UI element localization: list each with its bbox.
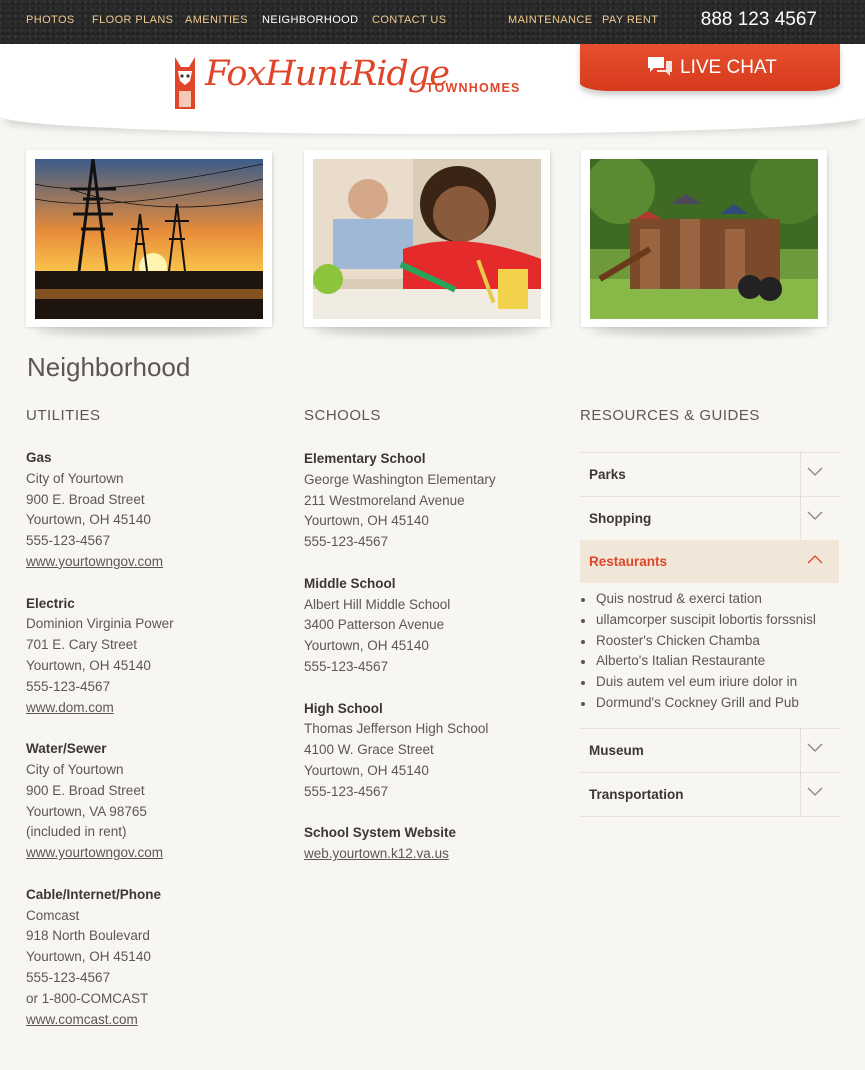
- logo-wordmark[interactable]: FoxHuntRidge: [205, 54, 449, 94]
- power-lines-sunset-image: [35, 159, 263, 319]
- list-item: Quis nostrud & exerci tation: [580, 589, 839, 610]
- school-phone: 555-123-4567: [304, 534, 389, 550]
- resources-heading: RESOURCES & GUIDES: [580, 407, 760, 424]
- school-phone: 555-123-4567: [304, 783, 389, 799]
- utility-line: Dominion Virginia Power: [26, 616, 174, 632]
- utility-phone-alt: or 1-800-COMCAST: [26, 990, 149, 1006]
- nav-maintenance[interactable]: MAINTENANCE: [508, 14, 593, 26]
- utility-line: Comcast: [26, 907, 80, 923]
- accordion-restaurants[interactable]: [580, 540, 839, 583]
- chat-bubble-icon: [647, 55, 673, 79]
- utility-phone: 555-123-4567: [26, 969, 111, 985]
- utility-website-link[interactable]: www.comcast.com: [26, 1011, 138, 1027]
- playground-image: [590, 159, 818, 319]
- nav-floor-plans[interactable]: FLOOR PLANS: [92, 14, 174, 26]
- utility-name: Water/Sewer: [26, 741, 107, 757]
- school-type: Middle School: [304, 575, 396, 591]
- utility-line: 918 North Boulevard: [26, 928, 150, 944]
- live-chat-button[interactable]: [580, 44, 840, 91]
- utility-line: Yourtown, OH 45140: [26, 949, 151, 965]
- chevron-up-icon: [807, 554, 823, 564]
- school-line: Yourtown, OH 45140: [304, 638, 429, 654]
- school-name: George Washington Elementary: [304, 471, 496, 487]
- school-elementary: [304, 449, 496, 553]
- utility-cable: [26, 885, 174, 1031]
- school-name: Thomas Jefferson High School: [304, 721, 489, 737]
- chevron-down-icon: [807, 467, 823, 477]
- school-system: [304, 823, 496, 865]
- utility-line: City of Yourtown: [26, 761, 124, 777]
- school-type: School System Website: [304, 825, 457, 841]
- utility-name: Electric: [26, 595, 75, 611]
- photo-schools: [304, 150, 550, 327]
- utility-name: Gas: [26, 450, 52, 465]
- school-line: 3400 Patterson Avenue: [304, 617, 445, 633]
- accordion-transportation[interactable]: [580, 772, 839, 817]
- school-line: Yourtown, OH 45140: [304, 762, 429, 778]
- student-drawing-image: [313, 159, 541, 319]
- utility-line: Yourtown, VA 98765: [26, 803, 147, 819]
- school-type: High School: [304, 700, 383, 716]
- utility-line: Yourtown, OH 45140: [26, 657, 151, 673]
- utility-website-link[interactable]: www.yourtowngov.com: [26, 845, 164, 861]
- utility-line: 900 E. Broad Street: [26, 782, 145, 798]
- nav-pay-rent[interactable]: PAY RENT: [602, 14, 659, 26]
- utility-name: Cable/Internet/Phone: [26, 886, 162, 902]
- photo-resources: [581, 150, 827, 327]
- utility-website-link[interactable]: www.yourtowngov.com: [26, 553, 164, 569]
- school-phone: 555-123-4567: [304, 658, 389, 674]
- logo-subtitle: TOWNHOMES: [426, 81, 521, 95]
- accordion-label: Restaurants: [589, 554, 668, 569]
- school-line: 4100 W. Grace Street: [304, 742, 434, 758]
- utility-electric: [26, 594, 174, 719]
- accordion-museum[interactable]: [580, 728, 839, 772]
- live-chat-label: LIVE CHAT: [680, 57, 777, 78]
- accordion-label: Museum: [589, 742, 644, 758]
- utility-phone: 555-123-4567: [26, 678, 111, 694]
- page-title: Neighborhood: [27, 352, 191, 382]
- school-name: Albert Hill Middle School: [304, 596, 451, 612]
- utility-line: 900 E. Broad Street: [26, 491, 145, 507]
- school-system-link[interactable]: web.yourtown.k12.va.us: [304, 846, 449, 862]
- utility-website-link[interactable]: www.dom.com: [26, 699, 114, 715]
- phone-number[interactable]: 888 123 4567: [700, 9, 817, 30]
- utility-phone: 555-123-4567: [26, 533, 111, 549]
- accordion-shopping[interactable]: [580, 496, 839, 540]
- nav-photos[interactable]: PHOTOS: [26, 14, 75, 26]
- chevron-down-icon: [807, 787, 823, 797]
- list-item: ullamcorper suscipit lobortis forssnisl: [580, 610, 839, 631]
- nav-amenities[interactable]: AMENITIES: [185, 14, 248, 26]
- list-item: Rooster's Chicken Chamba: [580, 631, 839, 652]
- school-type: Elementary School: [304, 451, 426, 466]
- schools-heading: SCHOOLS: [304, 407, 381, 424]
- accordion-label: Transportation: [589, 786, 684, 802]
- nav-neighborhood[interactable]: NEIGHBORHOOD: [262, 14, 359, 26]
- restaurants-list: [580, 583, 839, 728]
- nav-contact-us[interactable]: CONTACT US: [372, 14, 447, 26]
- utilities-heading: UTILITIES: [26, 407, 101, 424]
- utility-note: (included in rent): [26, 824, 127, 840]
- list-item: Dormund's Cockney Grill and Pub: [580, 693, 839, 714]
- resources-accordion: [580, 452, 839, 817]
- photo-utilities: [26, 150, 272, 327]
- accordion-label: Parks: [589, 467, 626, 482]
- utility-line: 701 E. Cary Street: [26, 637, 138, 653]
- top-nav-bar: [0, 0, 865, 44]
- school-line: 211 Westmoreland Avenue: [304, 492, 465, 508]
- utility-line: Yourtown, OH 45140: [26, 512, 151, 528]
- chevron-down-icon: [807, 511, 823, 521]
- accordion-label: Shopping: [589, 511, 652, 526]
- schools-column: [304, 449, 496, 886]
- list-item: Alberto's Italian Restaurante: [580, 651, 839, 672]
- utilities-column: [26, 448, 174, 1051]
- list-item: Duis autem vel eum iriure dolor in: [580, 672, 839, 693]
- utility-water-sewer: [26, 739, 174, 864]
- utility-gas: [26, 448, 174, 573]
- chevron-down-icon: [807, 743, 823, 753]
- school-middle: [304, 574, 496, 678]
- school-high: [304, 699, 496, 803]
- accordion-parks[interactable]: [580, 452, 839, 496]
- fox-logo-icon: [173, 57, 197, 109]
- utility-line: City of Yourtown: [26, 470, 124, 486]
- school-line: Yourtown, OH 45140: [304, 513, 429, 529]
